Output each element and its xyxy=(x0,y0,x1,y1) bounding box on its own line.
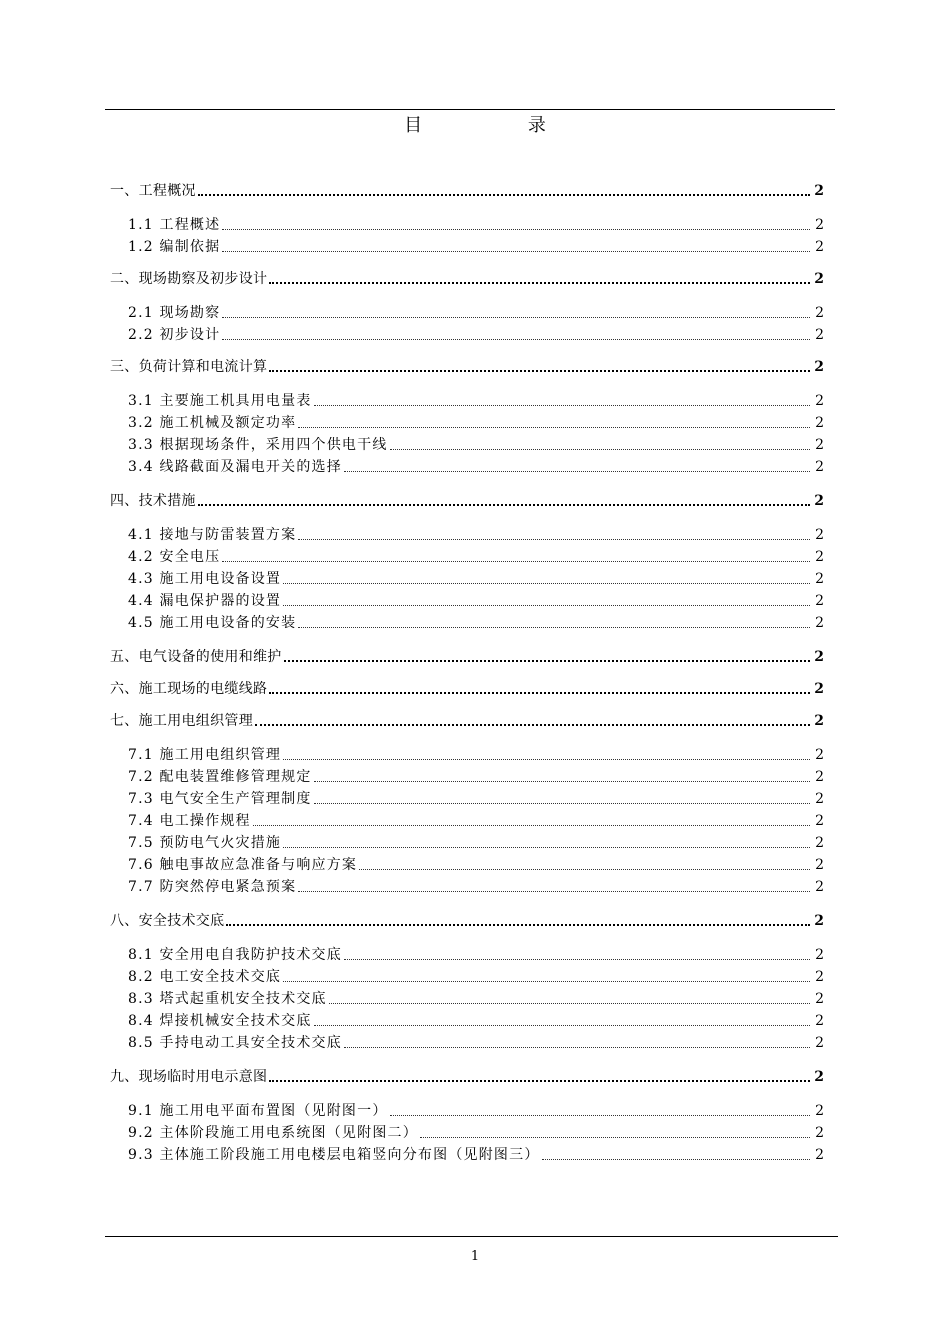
dot-leader xyxy=(222,229,810,230)
dot-leader xyxy=(222,251,810,252)
dot-leader xyxy=(390,1115,810,1116)
toc-entry-page: 2 xyxy=(815,1147,824,1163)
toc-entry-label: 3.1 主要施工机具用电量表 xyxy=(128,393,312,409)
toc-entry-label: 9.2 主体阶段施工用电系统图（见附图二） xyxy=(128,1125,418,1141)
toc-section-entry[interactable] xyxy=(128,434,824,454)
toc-section-entry[interactable] xyxy=(128,590,824,610)
toc-section-entry[interactable] xyxy=(128,412,824,432)
dot-leader xyxy=(420,1137,810,1138)
toc-entry-label: 4.4 漏电保护器的设置 xyxy=(128,593,282,609)
toc-entry-label: 7.1 施工用电组织管理 xyxy=(128,747,282,763)
toc-entry-label: 四、技术措施 xyxy=(110,493,196,509)
toc-section-entry[interactable] xyxy=(128,214,824,234)
toc-entry-page: 2 xyxy=(815,947,824,963)
toc-entry-label: 九、现场临时用电示意图 xyxy=(110,1069,268,1085)
toc-section-entry[interactable] xyxy=(128,324,824,344)
toc-entry-label: 8.3 塔式起重机安全技术交底 xyxy=(128,991,327,1007)
toc-entry-label: 8.4 焊接机械安全技术交底 xyxy=(128,1013,312,1029)
toc-entry-page: 2 xyxy=(815,1013,824,1029)
dot-leader xyxy=(314,781,810,782)
dot-leader xyxy=(269,692,810,694)
toc-entry-page: 2 xyxy=(815,835,824,851)
dot-leader xyxy=(269,282,810,284)
toc-entry-label: 8.2 电工安全技术交底 xyxy=(128,969,282,985)
toc-section-entry[interactable] xyxy=(128,1032,824,1052)
dot-leader xyxy=(283,605,810,606)
dot-leader xyxy=(283,583,810,584)
toc-entry-label: 4.3 施工用电设备设置 xyxy=(128,571,282,587)
dot-leader xyxy=(344,959,810,960)
toc-entry-label: 7.2 配电装置维修管理规定 xyxy=(128,769,312,785)
toc-entry-label: 一、工程概况 xyxy=(110,183,196,199)
toc-chapter-entry[interactable] xyxy=(110,710,824,730)
toc-chapter-entry[interactable] xyxy=(110,268,824,288)
toc-section-entry[interactable] xyxy=(128,568,824,588)
dot-leader xyxy=(283,847,810,848)
toc-entry-label: 4.2 安全电压 xyxy=(128,549,221,565)
dot-leader xyxy=(269,1080,810,1082)
toc-section-entry[interactable] xyxy=(128,1010,824,1030)
toc-entry-page: 2 xyxy=(815,791,824,807)
dot-leader xyxy=(329,1003,810,1004)
toc-entry-label: 9.1 施工用电平面布置图（见附图一） xyxy=(128,1103,388,1119)
toc-section-entry[interactable] xyxy=(128,236,824,256)
toc-entry-page: 2 xyxy=(815,415,824,431)
dot-leader xyxy=(314,405,810,406)
toc-entry-label: 六、施工现场的电缆线路 xyxy=(110,681,268,697)
toc-entry-page: 2 xyxy=(814,681,824,697)
toc-entry-page: 2 xyxy=(815,969,824,985)
toc-entry-label: 8.5 手持电动工具安全技术交底 xyxy=(128,1035,342,1051)
toc-section-entry[interactable] xyxy=(128,966,824,986)
toc-entry-page: 2 xyxy=(815,393,824,409)
toc-entry-label: 9.3 主体施工阶段施工用电楼层电箱竖向分布图（见附图三） xyxy=(128,1147,540,1163)
toc-section-entry[interactable] xyxy=(128,810,824,830)
dot-leader xyxy=(255,724,810,726)
toc-entry-label: 三、负荷计算和电流计算 xyxy=(110,359,268,375)
dot-leader xyxy=(298,539,810,540)
toc-entry-page: 2 xyxy=(814,493,824,509)
toc-entry-label: 4.1 接地与防雷装置方案 xyxy=(128,527,297,543)
dot-leader xyxy=(283,759,810,760)
toc-entry-page: 2 xyxy=(815,1035,824,1051)
dot-leader xyxy=(298,427,810,428)
dot-leader xyxy=(222,561,810,562)
dot-leader xyxy=(344,471,810,472)
toc-entry-label: 七、施工用电组织管理 xyxy=(110,713,253,729)
toc-section-entry[interactable] xyxy=(128,612,824,632)
toc-entry-page: 2 xyxy=(815,437,824,453)
toc-section-entry[interactable] xyxy=(128,988,824,1008)
dot-leader xyxy=(226,924,810,926)
toc-title: 目 录 xyxy=(404,115,596,136)
dot-leader xyxy=(198,504,810,506)
toc-entry-page: 2 xyxy=(815,1125,824,1141)
dot-leader xyxy=(284,660,810,662)
toc-entry-page: 2 xyxy=(815,813,824,829)
dot-leader xyxy=(359,869,810,870)
toc-section-entry[interactable] xyxy=(128,744,824,764)
dot-leader xyxy=(314,1025,810,1026)
toc-chapter-entry[interactable] xyxy=(110,356,824,376)
page-number: 1 xyxy=(470,1249,480,1264)
toc-entry-page: 2 xyxy=(814,359,824,375)
toc-chapter-entry[interactable] xyxy=(110,910,824,930)
dot-leader xyxy=(269,370,810,372)
toc-entry-page: 2 xyxy=(815,769,824,785)
toc-section-entry[interactable] xyxy=(128,854,824,874)
toc-chapter-entry[interactable] xyxy=(110,180,824,200)
toc-entry-page: 2 xyxy=(814,1069,824,1085)
toc-section-entry[interactable] xyxy=(128,1100,824,1120)
dot-leader xyxy=(298,891,810,892)
toc-entry-page: 2 xyxy=(815,305,824,321)
toc-section-entry[interactable] xyxy=(128,944,824,964)
toc-section-entry[interactable] xyxy=(128,302,824,322)
toc-entry-page: 2 xyxy=(815,527,824,543)
toc-entry-label: 二、现场勘察及初步设计 xyxy=(110,271,268,287)
toc-section-entry[interactable] xyxy=(128,832,824,852)
toc-entry-label: 1.1 工程概述 xyxy=(128,217,221,233)
dot-leader xyxy=(283,981,810,982)
toc-entry-page: 2 xyxy=(815,571,824,587)
toc-section-entry[interactable] xyxy=(128,788,824,808)
toc-entry-label: 7.4 电工操作规程 xyxy=(128,813,251,829)
dot-leader xyxy=(390,449,810,450)
toc-chapter-entry[interactable] xyxy=(110,1066,824,1086)
toc-entry-page: 2 xyxy=(815,459,824,475)
toc-entry-page: 2 xyxy=(815,747,824,763)
toc-entry-page: 2 xyxy=(815,239,824,255)
toc-entry-label: 8.1 安全用电自我防护技术交底 xyxy=(128,947,342,963)
toc-entry-page: 2 xyxy=(814,271,824,287)
toc-section-entry[interactable] xyxy=(128,876,824,896)
toc-entry-label: 7.3 电气安全生产管理制度 xyxy=(128,791,312,807)
toc-entry-label: 2.1 现场勘察 xyxy=(128,305,221,321)
dot-leader xyxy=(253,825,810,826)
toc-entry-label: 7.6 触电事故应急准备与响应方案 xyxy=(128,857,358,873)
toc-entry-page: 2 xyxy=(815,217,824,233)
toc-entry-page: 2 xyxy=(814,649,824,665)
toc-entry-label: 3.3 根据现场条件，采用四个供电干线 xyxy=(128,437,388,453)
toc-entry-page: 2 xyxy=(815,991,824,1007)
dot-leader xyxy=(298,627,810,628)
toc-entry-label: 八、安全技术交底 xyxy=(110,913,225,929)
toc-entry-page: 2 xyxy=(814,183,824,199)
dot-leader xyxy=(542,1159,810,1160)
toc-entry-page: 2 xyxy=(815,1103,824,1119)
toc-entry-page: 2 xyxy=(814,913,824,929)
header-rule xyxy=(105,109,835,110)
toc-entry-page: 2 xyxy=(814,713,824,729)
toc-entry-page: 2 xyxy=(815,857,824,873)
toc-entry-label: 2.2 初步设计 xyxy=(128,327,221,343)
footer-rule xyxy=(105,1236,838,1237)
dot-leader xyxy=(344,1047,810,1048)
toc-section-entry[interactable] xyxy=(128,1144,824,1164)
toc-entry-page: 2 xyxy=(815,615,824,631)
toc-entry-label: 7.5 预防电气火灾措施 xyxy=(128,835,282,851)
toc-entry-label: 3.4 线路截面及漏电开关的选择 xyxy=(128,459,342,475)
toc-section-entry[interactable] xyxy=(128,1122,824,1142)
toc-entry-label: 4.5 施工用电设备的安装 xyxy=(128,615,297,631)
toc-chapter-entry[interactable] xyxy=(110,678,824,698)
toc-entry-page: 2 xyxy=(815,327,824,343)
toc-entry-label: 1.2 编制依据 xyxy=(128,239,221,255)
dot-leader xyxy=(222,339,810,340)
toc-entry-label: 7.7 防突然停电紧急预案 xyxy=(128,879,297,895)
dot-leader xyxy=(314,803,810,804)
toc-section-entry[interactable] xyxy=(128,766,824,786)
toc-section-entry[interactable] xyxy=(128,456,824,476)
toc-entry-label: 五、电气设备的使用和维护 xyxy=(110,649,282,665)
toc-section-entry[interactable] xyxy=(128,390,824,410)
toc-entry-page: 2 xyxy=(815,593,824,609)
toc-chapter-entry[interactable] xyxy=(110,490,824,510)
dot-leader xyxy=(198,194,810,196)
toc-entry-page: 2 xyxy=(815,549,824,565)
dot-leader xyxy=(222,317,810,318)
toc-section-entry[interactable] xyxy=(128,546,824,566)
toc-chapter-entry[interactable] xyxy=(110,646,824,666)
toc-entry-page: 2 xyxy=(815,879,824,895)
toc-section-entry[interactable] xyxy=(128,524,824,544)
toc-entry-label: 3.2 施工机械及额定功率 xyxy=(128,415,297,431)
